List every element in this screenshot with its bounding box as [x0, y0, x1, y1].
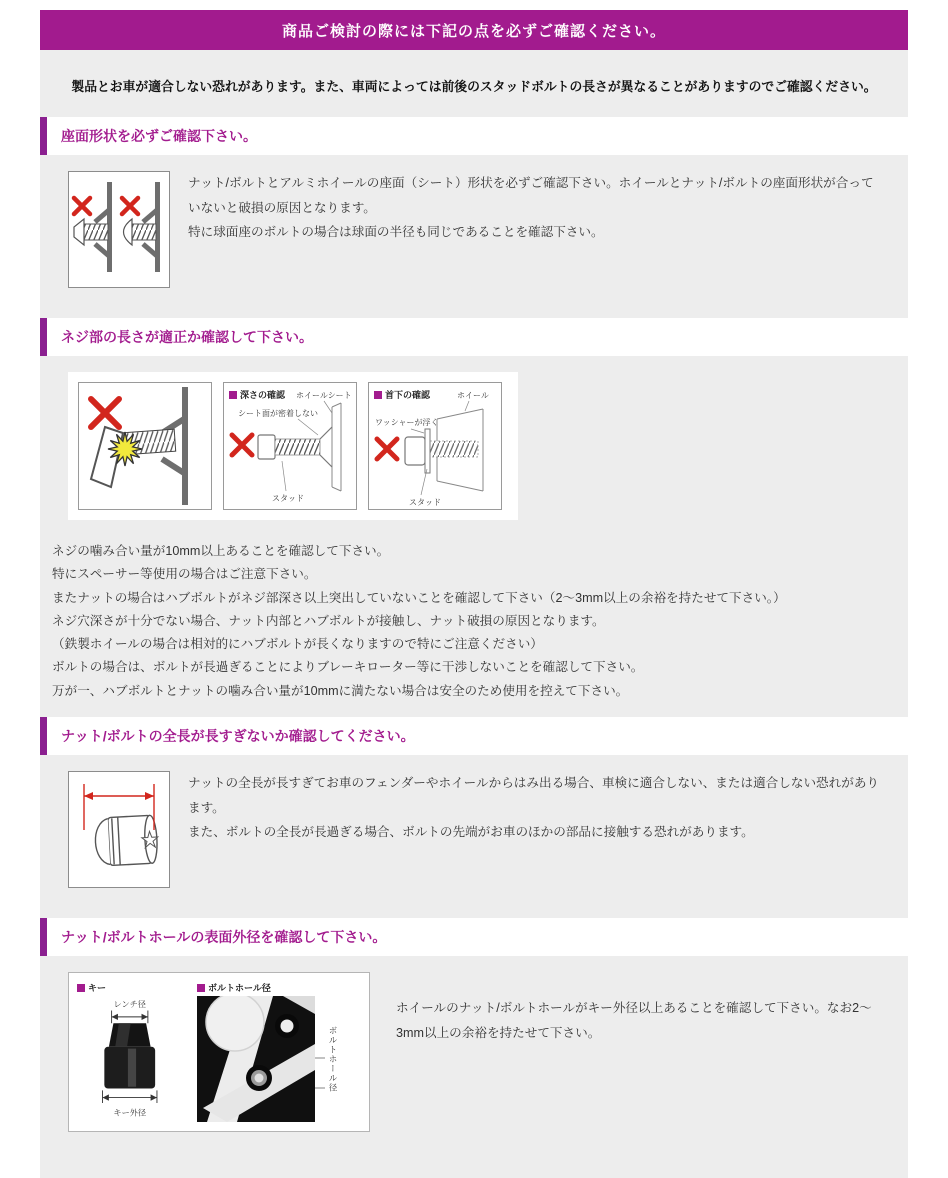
seat-mismatch-illustration: [69, 172, 169, 282]
note-line: ネジの噛み合い量が10mm以上あることを確認して下さい。: [52, 544, 390, 558]
seat-shape-line: ナット/ボルトとアルミホイールの座面（シート）形状を必ずご確認下さい。ホイールとナット/ボルトの座面形状が合っていないと破損の原因となります。: [188, 176, 874, 215]
section-body-total-length: [40, 771, 908, 888]
bolt-hole-title: ボルトホール径: [197, 981, 411, 994]
section-heading-outer-diameter: ナット/ボルトホールの表面外径を確認して下さい。: [40, 918, 908, 956]
bullet-square-icon: [374, 391, 382, 399]
section-body-seat-shape: [40, 171, 908, 288]
key-figure: [77, 981, 197, 1123]
note-line: ネジ穴深さが十分でない場合、ナット内部とハブボルトが接触し、ナット破損の原因となります。: [52, 613, 605, 628]
neck-check-illustration: [369, 383, 501, 509]
thread-length-diagram-panel: [68, 372, 518, 520]
section-body-outer-diameter: [40, 972, 908, 1132]
lock-nut-key-illustration: [77, 996, 197, 1123]
outer-diameter-diagram-panel: [68, 972, 370, 1132]
stud-label: スタッド: [272, 494, 304, 503]
note-line: またナットの場合はハブボルトがネジ部深さ以上突出していないことを確認して下さい（2～3mm以上の余裕を持たせて下さい。）: [52, 590, 786, 605]
caution-container: [40, 10, 908, 1178]
bullet-square-icon: [229, 391, 237, 399]
depth-check-diagram: [223, 382, 357, 510]
neck-check-title: 首下の確認: [374, 388, 430, 401]
note-line: 特にスペーサー等使用の場合はご注意下さい。: [52, 567, 317, 582]
section-heading-total-length: ナット/ボルトの全長が長すぎないか確認してください。: [40, 717, 908, 755]
x-mark-icon: [232, 435, 252, 455]
total-length-diagram: [68, 771, 170, 888]
intro-text: 製品とお車が適合しない恐れがあります。また、車両によっては前後のスタッドボルトの長さが異なることがありますのでご確認ください。: [71, 79, 877, 94]
section-heading-thread-length: ネジ部の長さが適正か確認して下さい。: [40, 318, 908, 356]
key-outer-arrow-icon: [103, 1090, 157, 1103]
notice-banner-title: 商品ご検討の際には下記の点を必ずご確認ください。: [281, 22, 666, 40]
total-length-line: また、ボルトの全長が長過ぎる場合、ボルトの先端がお車のほかの部品に接触する恐れがあります。: [188, 825, 754, 840]
x-mark-icon: [74, 198, 90, 214]
bullet-square-icon: [197, 984, 205, 992]
leader-lines: [315, 996, 327, 1122]
notice-banner: [40, 10, 908, 50]
outer-diameter-text: ホイールのナット/ボルトホールがキー外径以上あることを確認して下さい。なお2～3mm以上の余裕を持たせて下さい。: [396, 1001, 872, 1040]
key-title: キー: [77, 981, 197, 994]
total-length-line: ナットの全長が長すぎてお車のフェンダーやホイールからはみ出る場合、車検に適合しない、または適合しない恐れがあります。: [188, 776, 880, 815]
thread-length-notes: [40, 520, 908, 703]
nut-length-illustration: [69, 772, 169, 882]
bullet-square-icon: [77, 984, 85, 992]
section-body-thread-length: [40, 372, 908, 703]
key-outer-diameter-label: キー外径: [113, 1108, 147, 1118]
x-mark-icon: [377, 439, 397, 459]
neck-check-diagram: [368, 382, 502, 510]
washer-float-label: ワッシャーが浮く: [375, 418, 439, 427]
x-mark-icon: [122, 198, 138, 214]
x-mark-icon: [91, 399, 119, 427]
note-line: （鉄製ホイールの場合は相対的にハブボルトが長くなりますので特にご注意ください）: [52, 637, 543, 652]
stud-label: スタッド: [409, 498, 441, 507]
collision-diagram: [78, 382, 212, 510]
wheel-label: ホイール: [457, 391, 489, 400]
depth-gap-label: シート面が密着しない: [238, 409, 318, 418]
note-line: 万が一、ハブボルトとナットの噛み合い量が10mmに満たない場合は安全のため使用を控えて下さい。: [52, 683, 629, 698]
bolt-hole-diameter-label: ボルトホール径: [328, 1026, 338, 1093]
seat-shape-diagram: [68, 171, 170, 288]
section-heading-seat-shape: 座面形状を必ずご確認下さい。: [40, 117, 908, 155]
wrench-diameter-label: レンチ径: [113, 999, 146, 1009]
wheel-photo: [197, 996, 315, 1122]
wheel-seat-label: ホイールシート: [296, 391, 352, 400]
note-line: ボルトの場合は、ボルトが長過ぎることによりブレーキローター等に干渉しないことを確認して下さい。: [52, 660, 644, 675]
depth-check-illustration: [224, 383, 356, 509]
depth-check-title: 深さの確認: [229, 388, 285, 401]
seat-shape-line: 特に球面座のボルトの場合は球面の半径も同じであることを確認下さい。: [188, 225, 604, 240]
total-length-text: [170, 771, 880, 845]
collision-illustration: [79, 383, 211, 509]
seat-shape-text: [170, 171, 880, 245]
